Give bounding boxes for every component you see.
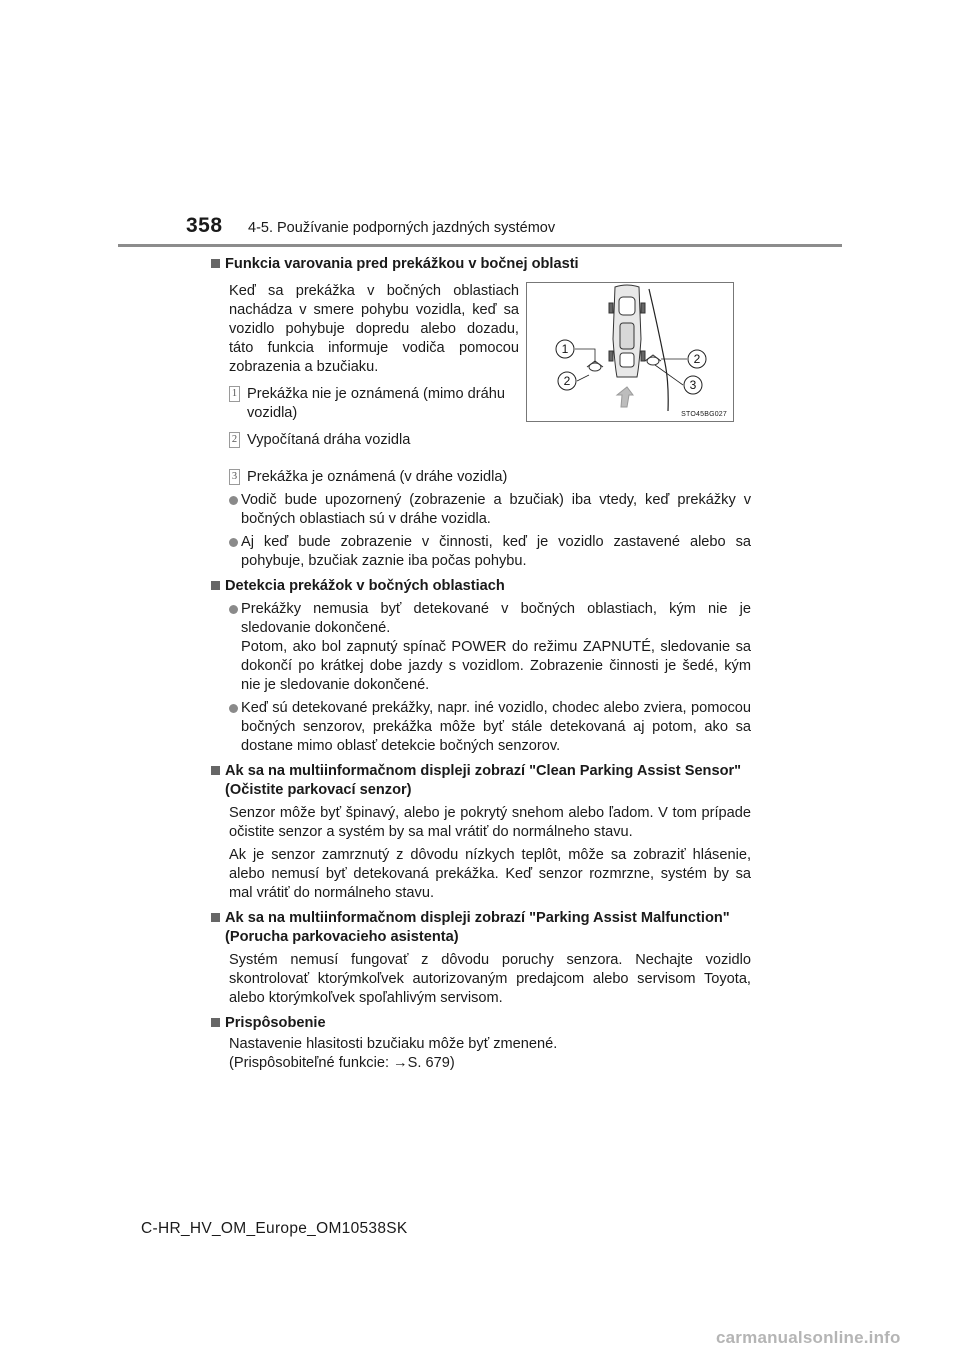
callout-2-right: 2 (693, 352, 701, 366)
square-bullet-icon (211, 581, 220, 590)
paragraph: Senzor môže byť špinavý, alebo je pokrytý snehom alebo ľadom. V tom prípade očistite senzor a systém by sa mal vrátiť do normálneho stavu. (229, 805, 751, 840)
intro-paragraph: Keď sa prekážka v bočných oblastiach nachádza v smere pohybu vozidla, keď sa vozidlo pohybuje dopredu alebo dozadu, táto funkcia informuje vodiča pomocou zobrazenia a bzučiaku. (229, 283, 519, 375)
legend-text: Prekážka nie je oznámená (mimo dráhu vozidla) (247, 386, 505, 421)
bullet-text: Keď sú detekované prekážky, napr. iné vozidlo, chodec alebo zviera, pomocou bočných senzorov, prekážka môže byť stále detekovaná aj potom, ako sa dostane mimo oblasť detekcie bočných senzorov. (241, 700, 751, 754)
paragraph-line: Nastavenie hlasitosti bzučiaku môže byť zmenené. (229, 1036, 558, 1052)
callout-1: 1 (561, 342, 569, 356)
section-title: 4-5. Používanie podporných jazdných systémov (248, 220, 556, 236)
figure-code: STO45BG027 (681, 411, 727, 418)
square-bullet-icon (211, 259, 220, 268)
heading-malfunction (211, 909, 751, 947)
bullet-text: Vodič bude upozornený (zobrazenie a bzučiak) iba vtedy, keď prekážky v bočných oblastiach sú v dráhe vozidla. (241, 492, 751, 527)
heading-text: Ak sa na multiinformačnom displeji zobrazí "Parking Assist Malfunction" (Porucha parkovacieho asistenta) (225, 910, 730, 945)
heading-text: Detekcia prekážok v bočných oblastiach (225, 578, 505, 594)
legend-text: Prekážka je oznámená (v dráhe vozidla) (247, 469, 508, 485)
bullet-item (229, 699, 751, 756)
footer-doc-id: C-HR_HV_OM_Europe_OM10538SK (141, 1220, 408, 1237)
callout-2-left: 2 (563, 374, 571, 388)
round-bullet-icon (229, 538, 238, 547)
round-bullet-icon (229, 704, 238, 713)
legend-text: Vypočítaná dráha vozidla (247, 432, 411, 448)
main-content (211, 255, 751, 1073)
page-number: 358 (186, 214, 223, 237)
bullet-item (229, 533, 751, 571)
bullet-text: Aj keď bude zobrazenie v činnosti, keď je vozidlo zastavené alebo sa pohybuje, bzučiak zaznie iba počas pohybu. (241, 534, 751, 569)
header-rule (118, 244, 842, 247)
legend-item-3 (229, 468, 751, 487)
square-bullet-icon (211, 1018, 220, 1027)
legend-item-1 (229, 385, 537, 423)
bullet-item (229, 491, 751, 529)
bullet-text-continued: Potom, ako bol zapnutý spínač POWER do režimu ZAPNUTÉ, sledovanie sa dokončí po krátkej dobe jazdy s vozidlom. Zobrazenie činnosti je šedé, kým nie je sledovanie dokončené. (241, 639, 751, 693)
legend-item-2 (229, 431, 537, 450)
callout-3: 3 (689, 378, 697, 392)
heading-clean-sensor (211, 762, 751, 800)
cross-reference: (Prispôsobiteľné funkcie: →S. 679) (229, 1055, 455, 1071)
watermark: carmanualsonline.info (716, 1328, 901, 1347)
bullet-text: Prekážky nemusia byť detekované v bočných oblastiach, kým nie je sledovanie dokončené. (241, 601, 751, 636)
number-box: 1 (229, 386, 240, 402)
round-bullet-icon (229, 605, 238, 614)
number-box: 3 (229, 469, 240, 485)
heading-side-detection (211, 577, 751, 596)
paragraph: Systém nemusí fungovať z dôvodu poruchy senzora. Nechajte vozidlo skontrolovať ktorýmkoľvek autorizovaným predajcom alebo servisom Toyota, alebo ktorýmkoľvek spoľahlivým servisom. (229, 952, 751, 1006)
square-bullet-icon (211, 913, 220, 922)
paragraph (229, 1035, 751, 1073)
bullet-item (229, 600, 751, 695)
number-box: 2 (229, 432, 240, 448)
heading-customization (211, 1014, 751, 1033)
heading-side-obstacle-warning (211, 255, 751, 274)
heading-text: Ak sa na multiinformačnom displeji zobrazí "Clean Parking Assist Sensor" (Očistite parkovací senzor) (225, 763, 742, 798)
square-bullet-icon (211, 766, 220, 775)
paragraph: Ak je senzor zamrznutý z dôvodu nízkych teplôt, môže sa zobraziť hlásenie, alebo nemusí byť detekovaná prekážka. Keď senzor rozmrzne, systém by sa mal vrátiť do normálneho stavu. (229, 847, 751, 901)
heading-text: Funkcia varovania pred prekážkou v bočnej oblasti (225, 256, 579, 272)
heading-text: Prispôsobenie (225, 1015, 326, 1031)
round-bullet-icon (229, 496, 238, 505)
